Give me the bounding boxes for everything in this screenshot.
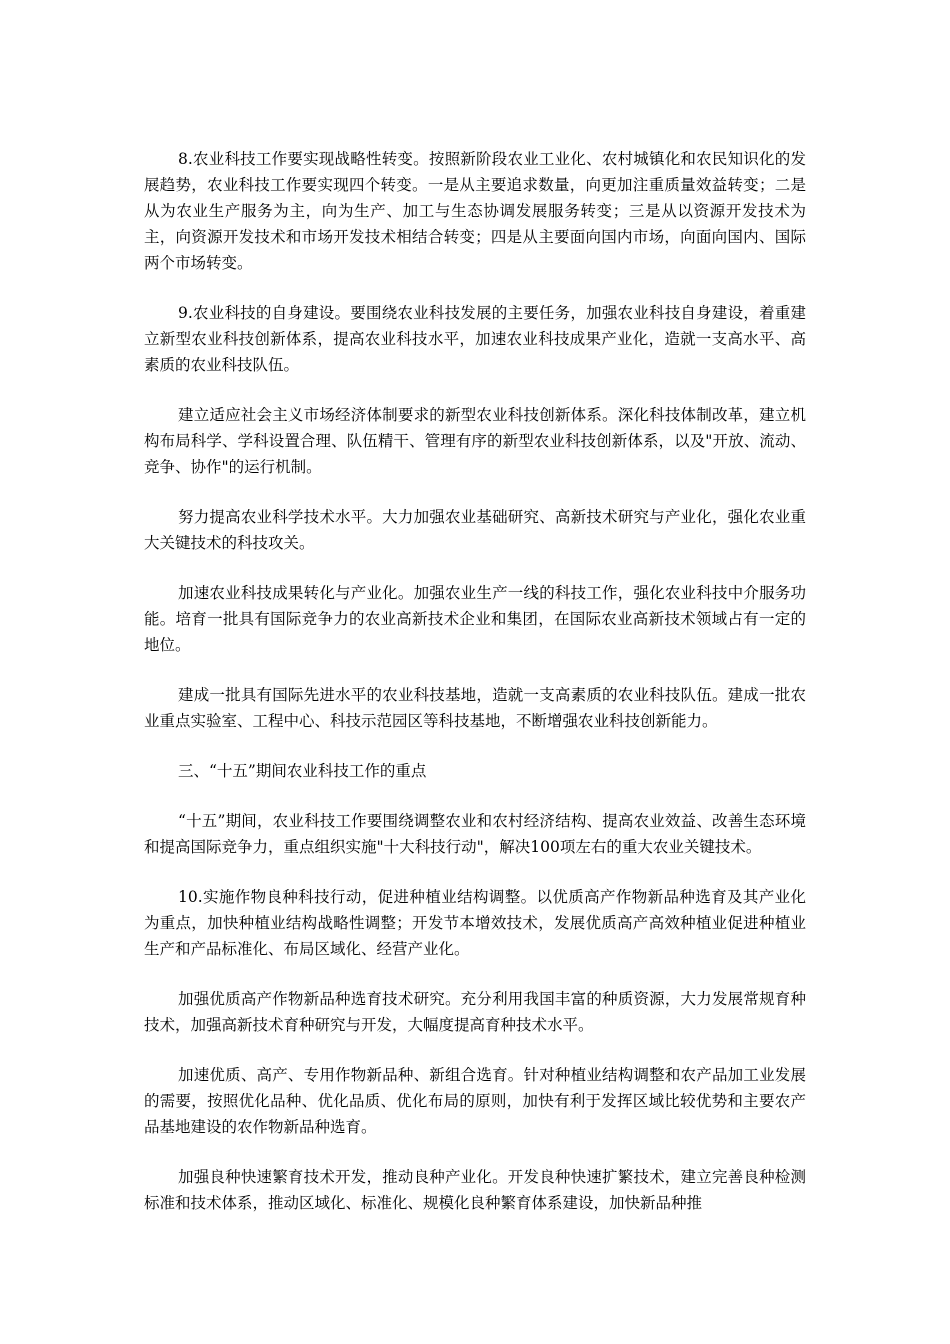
- section-heading: 三、“十五”期间农业科技工作的重点: [178, 762, 427, 780]
- paragraph-fifteenth-plan: “十五”期间，农业科技工作要围绕调整农业和农村经济结构、提高农业效益、改善生态环境和提高国际竞争力，重点组织实施"十大科技行动"，解决100项左右的重大农业关键技术。: [144, 812, 806, 856]
- document-page: [144, 146, 806, 1240]
- paragraph-8: 8.农业科技工作要实现战略性转变。按照新阶段农业工业化、农村城镇化和农民知识化的发展趋势，农业科技工作要实现四个转变。一是从主要追求数量，向更加注重质量效益转变；二是从为农业生产服务为主，向为生产、加工与生态协调发展服务转变；三是从以资源开发技术为主，向资源开发技术和市场开发技术相结合转变；四是从主要面向国内市场，向面向国内、国际两个市场转变。: [144, 150, 806, 272]
- paragraph-tech-level: 努力提高农业科学技术水平。大力加强农业基础研究、高新技术研究与产业化，强化农业重大关键技术的科技攻关。: [144, 508, 806, 552]
- paragraph-tech-bases: 建成一批具有国际先进水平的农业科技基地，造就一支高素质的农业科技队伍。建成一批农业重点实验室、工程中心、科技示范园区等科技基地，不断增强农业科技创新能力。: [144, 686, 806, 730]
- paragraph-industrialization: 加速农业科技成果转化与产业化。加强农业生产一线的科技工作，强化农业科技中介服务功能。培育一批具有国际竞争力的农业高新技术企业和集团，在国际农业高新技术领域占有一定的地位。: [144, 584, 806, 654]
- paragraph-seed-propagation: 加强良种快速繁育技术开发，推动良种产业化。开发良种快速扩繁技术，建立完善良种检测标准和技术体系，推动区域化、标准化、规模化良种繁育体系建设，加快新品种推: [144, 1168, 806, 1212]
- paragraph-innovation-system: 建立适应社会主义市场经济体制要求的新型农业科技创新体系。深化科技体制改革，建立机构布局科学、学科设置合理、队伍精干、管理有序的新型农业科技创新体系，以及"开放、流动、竞争、协作"的运行机制。: [144, 406, 806, 476]
- paragraph-breeding-research: 加强优质高产作物新品种选育技术研究。充分利用我国丰富的种质资源，大力发展常规育种技术，加强高新技术育种研究与开发，大幅度提高育种技术水平。: [144, 990, 806, 1034]
- paragraph-new-varieties: 加速优质、高产、专用作物新品种、新组合选育。针对种植业结构调整和农产品加工业发展的需要，按照优化品种、优化品质、优化布局的原则，加快有利于发挥区域比较优势和主要农产品基地建设的农作物新品种选育。: [144, 1066, 806, 1136]
- paragraph-10: 10.实施作物良种科技行动，促进种植业结构调整。以优质高产作物新品种选育及其产业化为重点，加快种植业结构战略性调整；开发节本增效技术，发展优质高产高效种植业促进种植业生产和产品标准化、布局区域化、经营产业化。: [144, 888, 806, 958]
- paragraph-9: 9.农业科技的自身建设。要围绕农业科技发展的主要任务，加强农业科技自身建设，着重建立新型农业科技创新体系，提高农业科技水平，加速农业科技成果产业化，造就一支高水平、高素质的农业科技队伍。: [144, 304, 806, 374]
